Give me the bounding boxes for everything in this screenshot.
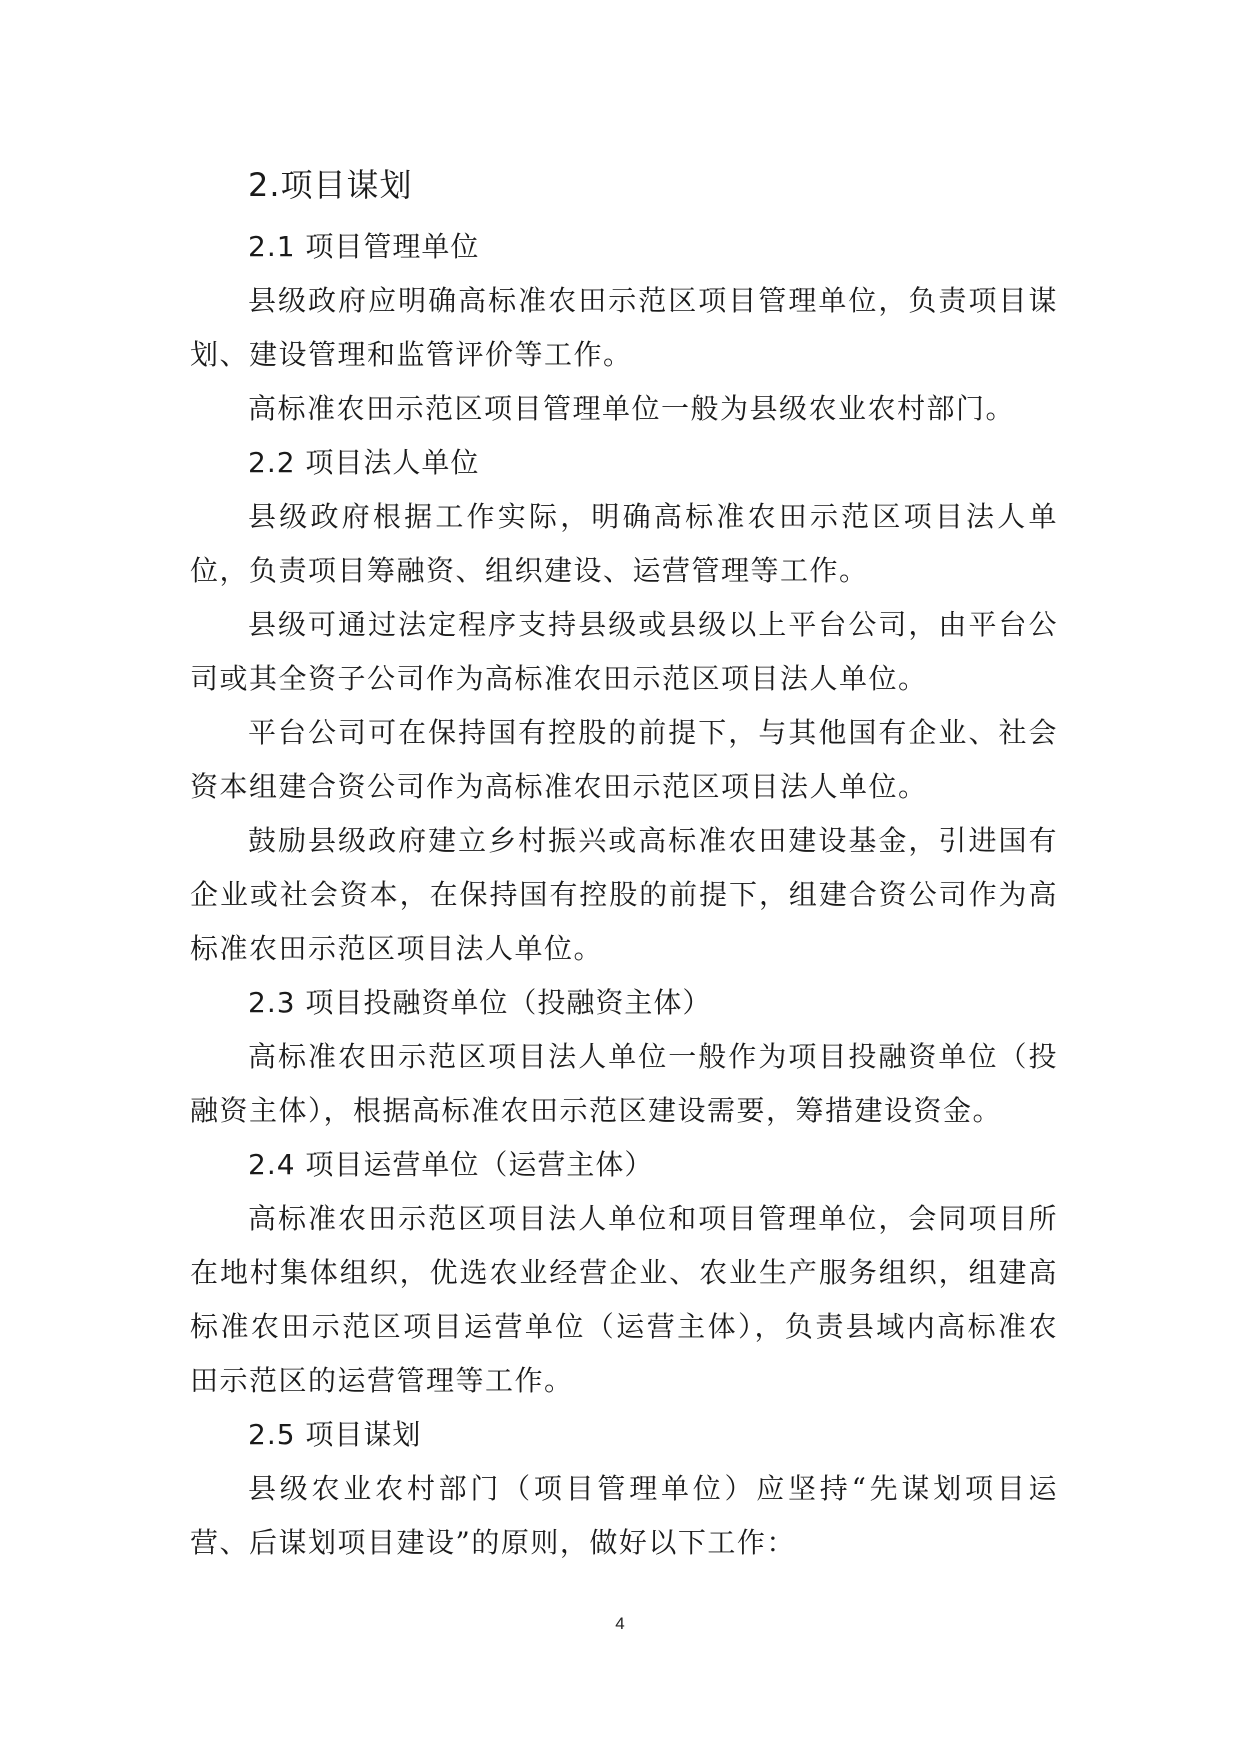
page-number: 4: [615, 1614, 625, 1633]
paragraph: 高标准农田示范区项目管理单位一般为县级农业农村部门。: [248, 392, 1016, 425]
section-2-5: [190, 1408, 1058, 1570]
section-2-2: [190, 436, 1058, 976]
paragraph: 县级政府根据工作实际，明确高标准农田示范区项目法人单位，负责项目筹融资、组织建设、运营管理等工作。: [190, 500, 1058, 587]
subsection-heading: 2.1 项目管理单位: [248, 230, 480, 263]
paragraph: 高标准农田示范区项目法人单位一般作为项目投融资单位（投融资主体），根据高标准农田示范区建设需要，筹措建设资金。: [190, 1040, 1058, 1127]
subsection-heading: 2.2 项目法人单位: [248, 446, 480, 479]
paragraph: 鼓励县级政府建立乡村振兴或高标准农田建设基金，引进国有企业或社会资本，在保持国有控股的前提下，组建合资公司作为高标准农田示范区项目法人单位。: [190, 824, 1058, 965]
paragraph: 县级农业农村部门（项目管理单位）应坚持“先谋划项目运营、后谋划项目建设”的原则，做好以下工作：: [190, 1472, 1058, 1559]
paragraph: 县级可通过法定程序支持县级或县级以上平台公司，由平台公司或其全资子公司作为高标准农田示范区项目法人单位。: [190, 608, 1058, 695]
subsection-heading: 2.5 项目谋划: [248, 1418, 422, 1451]
section-title: 2.项目谋划: [248, 166, 413, 204]
section-2-1: [190, 220, 1058, 436]
subsection-heading: 2.4 项目运营单位（运营主体）: [248, 1148, 654, 1181]
section-2-4: [190, 1138, 1058, 1408]
subsection-heading: 2.3 项目投融资单位（投融资主体）: [248, 986, 712, 1019]
section-2-3: [190, 976, 1058, 1138]
paragraph: 平台公司可在保持国有控股的前提下，与其他国有企业、社会资本组建合资公司作为高标准农田示范区项目法人单位。: [190, 716, 1058, 803]
document-body: [190, 158, 1058, 1570]
paragraph: 高标准农田示范区项目法人单位和项目管理单位，会同项目所在地村集体组织，优选农业经营企业、农业生产服务组织，组建高标准农田示范区项目运营单位（运营主体），负责县域内高标准农田示范区的运营管理等工作。: [190, 1202, 1058, 1397]
paragraph: 县级政府应明确高标准农田示范区项目管理单位，负责项目谋划、建设管理和监管评价等工作。: [190, 284, 1058, 371]
